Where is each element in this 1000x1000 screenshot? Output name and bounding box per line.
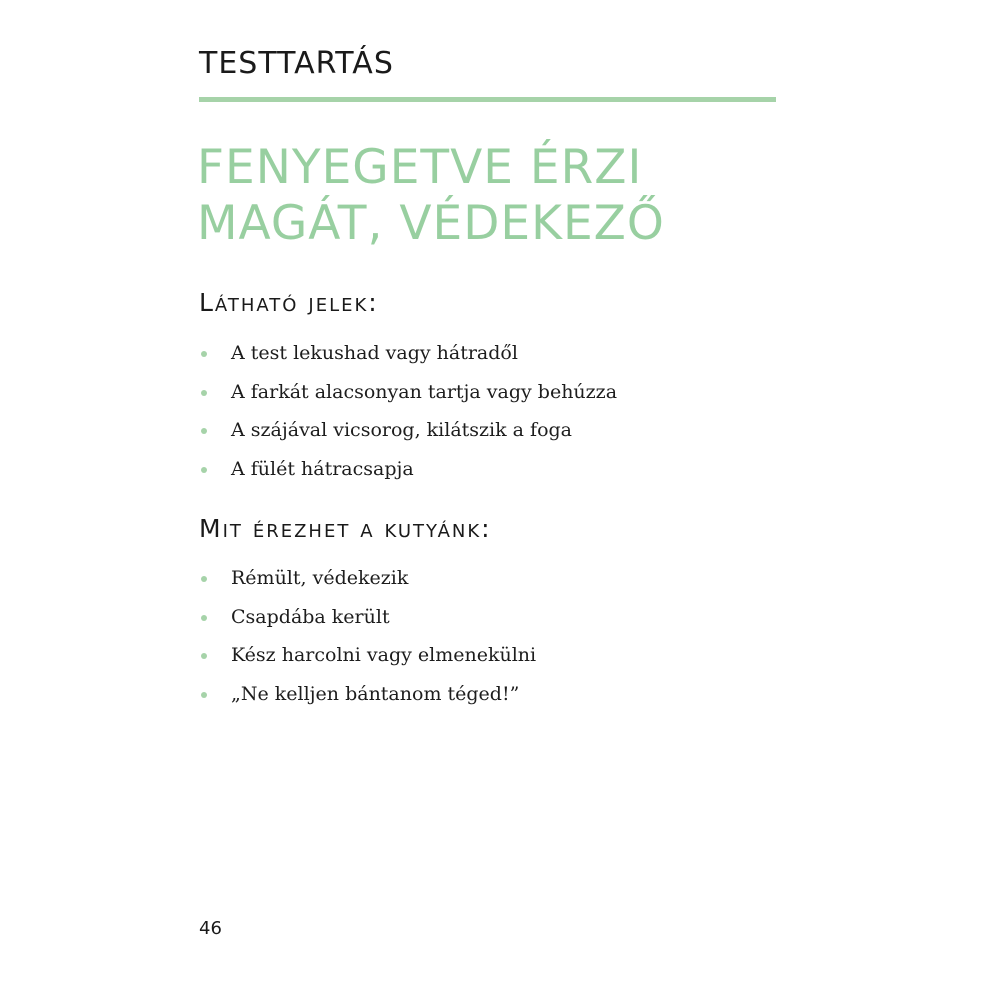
list-item [199, 373, 617, 412]
visible-signs-list [199, 334, 617, 488]
list-item-text: Csapdába került [231, 605, 390, 628]
page-title-line-2: MAGÁT, VÉDEKEZŐ [197, 196, 665, 251]
bullet-dot-icon [201, 390, 207, 396]
bullet-dot-icon [201, 653, 207, 659]
page-title [197, 140, 665, 252]
list-item [199, 411, 617, 450]
list-item [199, 334, 617, 373]
list-item-text: „Ne kelljen bántanom téged!” [231, 682, 520, 705]
page-number: 46 [199, 918, 222, 939]
list-item-text: Kész harcolni vagy elmenekülni [231, 644, 537, 666]
list-item [199, 636, 536, 675]
list-item-text: Rémült, védekezik [231, 567, 409, 589]
list-item-text: A szájával vicsorog, kilátszik a foga [231, 419, 572, 441]
list-item [199, 450, 617, 489]
feelings-list [199, 559, 536, 713]
feelings-heading: Mit érezhet a kutyánk: [199, 514, 492, 543]
section-label: TESTTARTÁS [199, 46, 394, 81]
page-title-line-1: FENYEGETVE ÉRZI [197, 140, 643, 195]
bullet-dot-icon [201, 615, 207, 621]
visible-signs-heading: Látható jelek: [199, 288, 379, 317]
bullet-dot-icon [201, 576, 207, 582]
list-item [199, 598, 536, 637]
list-item-text: A farkát alacsonyan tartja vagy behúzza [231, 380, 618, 403]
bullet-dot-icon [201, 428, 207, 434]
list-item [199, 675, 536, 714]
header-divider [199, 97, 776, 102]
list-item [199, 559, 536, 598]
bullet-dot-icon [201, 351, 207, 357]
bullet-dot-icon [201, 692, 207, 698]
list-item-text: A test lekushad vagy hátradől [231, 342, 518, 364]
list-item-text: A fülét hátracsapja [231, 457, 414, 480]
bullet-dot-icon [201, 467, 207, 473]
